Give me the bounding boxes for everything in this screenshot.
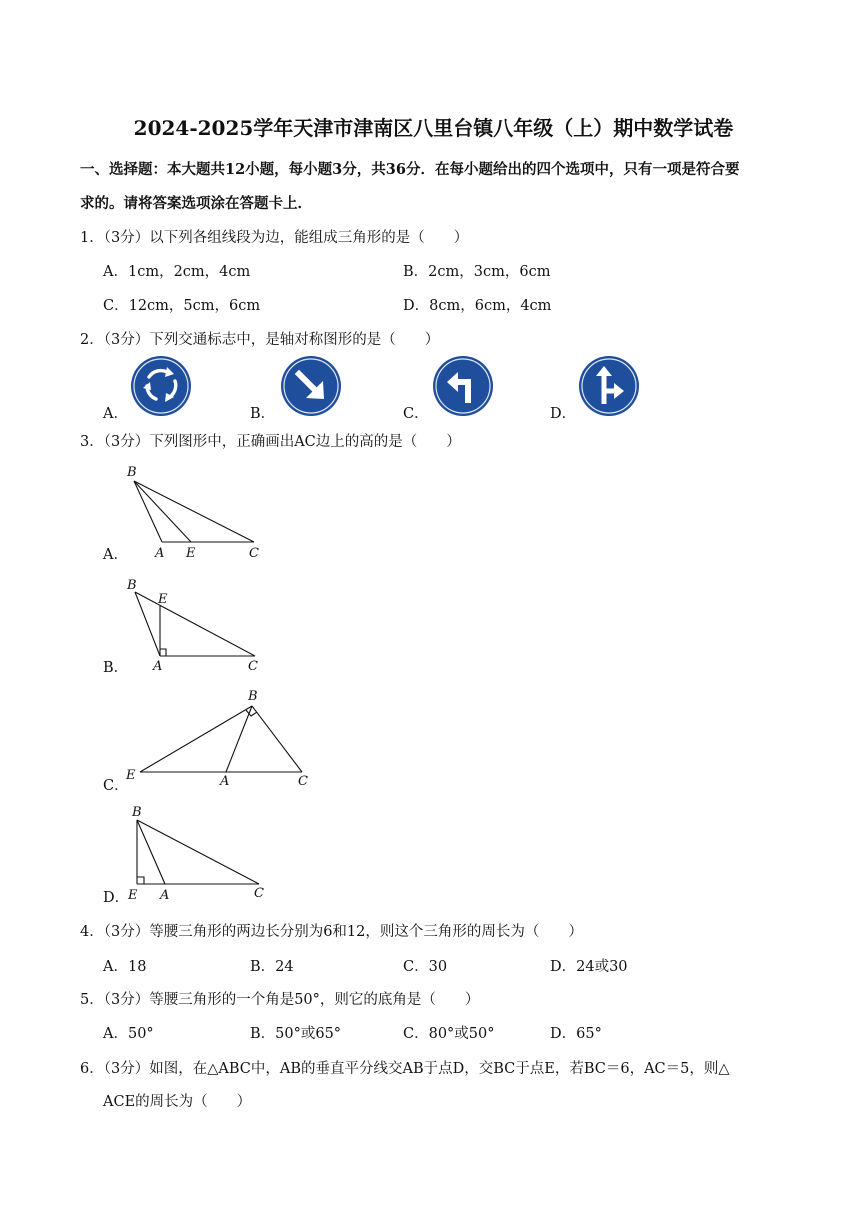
question-3-figure-c: [120, 684, 320, 790]
question-5-stem: 5．（3分）等腰三角形的一个角是50°，则它的底角是（ ）: [80, 992, 480, 1008]
label-a: A: [160, 888, 170, 903]
question-1-option-b: B．2cm，3cm，6cm: [403, 264, 551, 280]
label-e: E: [128, 888, 138, 903]
straight-or-right-sign-icon: [578, 355, 640, 417]
question-4-stem: 4．（3分）等腰三角形的两边长分别为6和12，则这个三角形的周长为（ ）: [80, 924, 583, 940]
section-heading-line1: 一、选择题：本大题共12小题，每小题3分，共36分．在每小题给出的四个选项中，只有一项是符合要: [80, 161, 740, 178]
roundabout-sign-icon: [130, 355, 192, 417]
question-2-option-b-label: B．: [250, 406, 276, 422]
question-1-option-a: A．1cm，2cm，4cm: [103, 264, 251, 280]
label-c: C: [298, 774, 308, 789]
question-3-figure-d: [120, 798, 280, 906]
label-e: E: [158, 592, 168, 607]
section-heading-line2: 求的。请将答案选项涂在答题卡上．: [80, 195, 312, 212]
page-title: 2024-2025学年天津市津南区八里台镇八年级（上）期中数学试卷: [133, 116, 734, 140]
label-a: A: [153, 659, 163, 674]
question-3-option-d-label: D．: [103, 890, 130, 906]
question-3-figure-a: [120, 460, 270, 560]
label-b: B: [132, 805, 142, 820]
question-5-option-c: C．80°或50°: [403, 1026, 495, 1042]
question-3-stem: 3．（3分）下列图形中，正确画出AC边上的高的是（ ）: [80, 434, 461, 450]
question-4-option-b: B．24: [250, 959, 294, 975]
question-6-stem-line1: 6．（3分）如图，在△ABC中，AB的垂直平分线交AB于点D，交BC于点E，若BC＝6，AC＝5，则△: [80, 1061, 730, 1077]
question-4-option-c: C．30: [403, 959, 448, 975]
label-b: B: [248, 689, 258, 704]
label-b: B: [127, 578, 137, 593]
diagonal-arrow-sign-icon: [280, 355, 342, 417]
question-1-stem: 1．（3分）以下列各组线段为边，能组成三角形的是（ ）: [80, 230, 469, 246]
question-5-option-b: B．50°或65°: [250, 1026, 342, 1042]
question-3-option-b-label: B．: [103, 660, 129, 676]
question-1-option-c: C．12cm，5cm，6cm: [103, 298, 261, 314]
question-5-option-a: A．50°: [103, 1026, 154, 1042]
question-4-option-a: A．18: [103, 959, 147, 975]
label-a: A: [155, 546, 165, 560]
question-3-option-c-label: C．: [103, 778, 129, 794]
question-2-option-d-label: D．: [550, 406, 577, 422]
question-1-option-d: D．8cm，6cm，4cm: [403, 298, 552, 314]
label-a: A: [220, 774, 230, 789]
turn-left-sign-icon: [432, 355, 494, 417]
question-2-option-a-label: A．: [103, 406, 128, 422]
label-c: C: [248, 659, 258, 674]
label-c: C: [254, 886, 264, 901]
question-4-option-d: D．24或30: [550, 959, 628, 975]
question-2-option-c-label: C．: [403, 406, 429, 422]
label-e: E: [186, 546, 196, 560]
label-b: B: [127, 465, 137, 480]
question-6-stem-line2: ACE的周长为（ ）: [103, 1094, 252, 1110]
label-c: C: [249, 546, 259, 560]
question-5-option-d: D．65°: [550, 1026, 602, 1042]
question-3-option-a-label: A．: [103, 547, 128, 563]
question-3-figure-b: [120, 572, 270, 676]
question-2-stem: 2．（3分）下列交通标志中，是轴对称图形的是（ ）: [80, 332, 440, 348]
label-e: E: [126, 768, 136, 783]
